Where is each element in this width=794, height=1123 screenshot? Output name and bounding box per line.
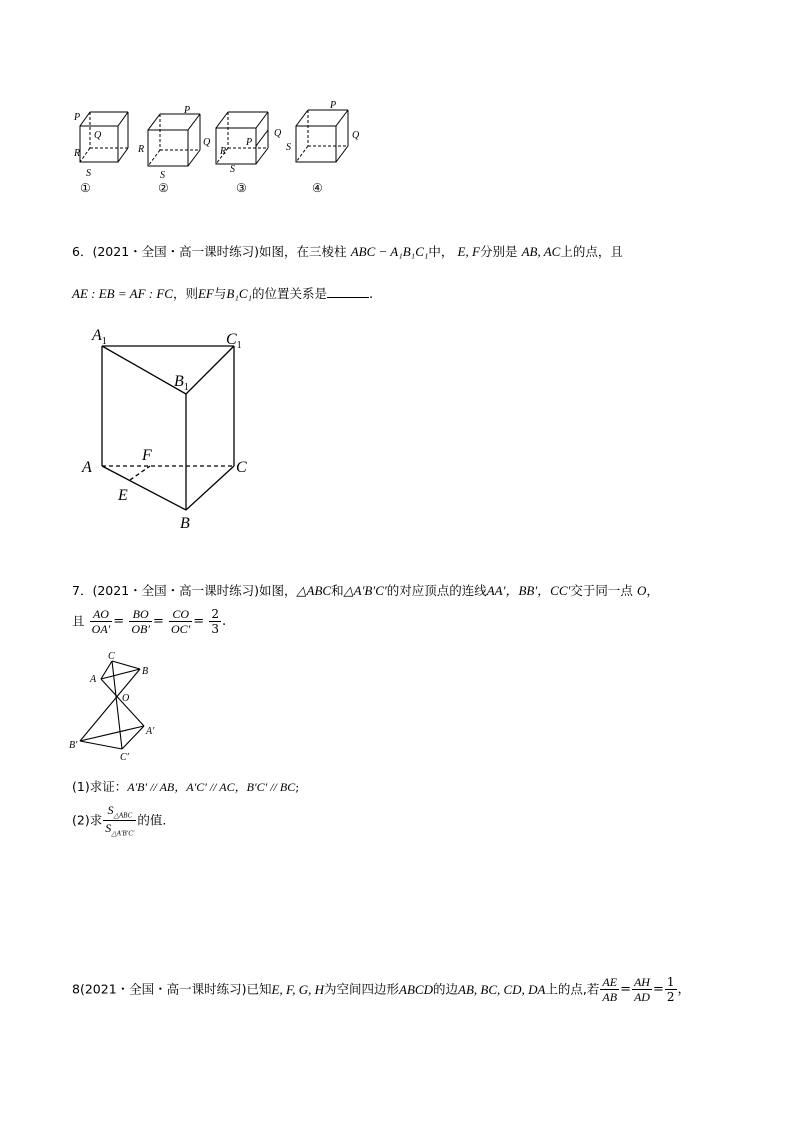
- q7-tri2: △A′B′C′: [343, 583, 387, 598]
- q7-triangles-figure: [68, 650, 168, 768]
- q7-line-1: [72, 584, 659, 598]
- q6-text7: 的位置关系是: [252, 286, 328, 301]
- q7-text5: ，: [646, 583, 659, 598]
- q7-o: O: [637, 583, 647, 598]
- q7-source: (2021・全国・高一课时练习): [92, 583, 260, 598]
- q7-label-a: A: [90, 674, 97, 685]
- q8-line-1: [72, 976, 691, 1003]
- cube-1-label-s: S: [86, 168, 91, 179]
- q7-p1-body: A′B′ // AB，A′C′ // AC，B′C′ // BC: [127, 780, 296, 794]
- q6-prism: ABC − A₁B₁C₁: [350, 244, 429, 259]
- q8-eq-1: =: [620, 982, 631, 997]
- cube-3-label-r: R: [220, 146, 227, 157]
- q7-p1-prefix: (1)求证：: [72, 779, 128, 794]
- q7-eq-2: =: [152, 614, 164, 629]
- q7-tri1: △ABC: [296, 583, 332, 598]
- q6-text5: ，则: [172, 286, 198, 301]
- q6-source: (2021・全国・高一课时练习): [92, 244, 260, 259]
- q7-p1-end: ;: [295, 780, 300, 794]
- cube-1-label-r: R: [74, 148, 81, 159]
- q6-text4: 上的点，且: [560, 244, 623, 259]
- q7-part-1: [72, 781, 299, 794]
- q7-eq-1: =: [113, 614, 125, 629]
- q6-number: 6．: [72, 244, 93, 259]
- q6-label-e: E: [118, 487, 128, 504]
- q7-end: .: [221, 614, 227, 629]
- q7-label-o: O: [122, 693, 130, 704]
- cube-4: [296, 110, 348, 162]
- q8-fraction-ae: $\frac{AE}{AB}$: [602, 975, 618, 1004]
- q7-fraction-ao: $\frac{AO}{OA'}$: [91, 607, 111, 636]
- q6-text2: 中，: [428, 244, 454, 259]
- q6-label-a: A: [82, 459, 92, 476]
- q8-text2: 为空间四边形: [324, 981, 400, 997]
- cube-4-label-q: Q: [352, 130, 360, 141]
- q6-label-c1: $C_1$: [226, 331, 242, 351]
- q8-number: 8: [72, 981, 80, 997]
- q6-line-1: [72, 245, 623, 259]
- cube-2: [148, 114, 200, 166]
- q7-text3: 的对应顶点的连线: [386, 583, 487, 598]
- q7-fraction-co: $\frac{CO}{OC'}$: [171, 607, 191, 636]
- q7-label-b-prime: B′: [69, 740, 78, 751]
- q7-label-a-prime: A′: [146, 726, 155, 737]
- cube-1-label-p: P: [74, 112, 81, 123]
- q8-text1: 已知: [246, 981, 272, 997]
- q8-eq-2: =: [652, 982, 664, 997]
- cube-3-number: ③: [236, 181, 247, 195]
- cube-3-label-s: S: [230, 164, 235, 175]
- q7-p2-fraction: $\frac{S_{\triangle ABC}}{S_{\triangle A'B'C'}}$: [105, 803, 135, 838]
- q7-fraction-ratio: $\frac{2}{3}$: [211, 607, 219, 636]
- cube-1-number: ①: [80, 181, 91, 195]
- q8-source: (2021・全国・高一课时练习): [79, 981, 247, 997]
- q6-ef: E, F: [457, 244, 480, 259]
- q8-efgh: E, F, G, H: [271, 982, 325, 997]
- q7-text1: 如图，: [259, 583, 297, 598]
- q6-end: .: [369, 287, 374, 302]
- cube-4-label-p: P: [330, 100, 337, 111]
- cube-1: [80, 112, 128, 162]
- q6-ef2: EF: [197, 286, 214, 301]
- q8-text4: 上的点,若: [545, 981, 600, 997]
- q8-fraction-half: $\frac{1}{2}$: [666, 975, 675, 1004]
- cube-3-label-q: Q: [274, 128, 282, 139]
- q7-label-c-prime: C′: [120, 752, 129, 763]
- q8-end: ，: [677, 982, 691, 997]
- cube-2-label-s: S: [160, 170, 165, 181]
- q6-label-b1: $B_1$: [174, 373, 189, 393]
- cube-2-number: ②: [158, 181, 169, 195]
- q6-text3: 分别是: [479, 244, 518, 259]
- q8-abcd: ABCD: [399, 982, 433, 997]
- q6-label-f: F: [142, 447, 152, 464]
- q6-label-c: C: [236, 459, 247, 476]
- q7-p2-end: 的值.: [137, 812, 167, 828]
- q6-prism-figure: [80, 322, 270, 534]
- q8-fraction-ah: $\frac{AH}{AD}$: [633, 975, 650, 1004]
- cube-1-label-q: Q: [94, 130, 102, 141]
- q7-p2-prefix: (2)求: [72, 812, 103, 828]
- q7-eq-3: =: [193, 614, 205, 629]
- q7-label-b: B: [142, 666, 149, 677]
- q7-number: 7．: [72, 583, 93, 598]
- q6-label-a1: $A_1$: [92, 327, 107, 347]
- q7-text4: 交于同一点: [570, 583, 633, 598]
- q6-ratio: AE : EB = AF : FC: [72, 286, 173, 301]
- q6-answer-blank[interactable]: [327, 286, 369, 298]
- q6-text1: 如图，在三棱柱: [259, 244, 347, 259]
- q6-ab-ac: AB, AC: [521, 244, 561, 259]
- q6-b1c1: B₁C₁: [226, 286, 253, 301]
- cube-2-label-r: R: [138, 144, 145, 155]
- q7-fraction-bo: $\frac{BO}{OB'}$: [131, 607, 150, 636]
- q7-label-c: C: [108, 651, 115, 662]
- q7-text2: 和: [331, 583, 344, 598]
- cube-figures: [60, 98, 380, 198]
- q7-lines: AA′，BB′，CC′: [486, 583, 571, 598]
- q7-line-2: [72, 608, 226, 635]
- q7-part-2: [72, 804, 166, 838]
- q8-edges: AB, BC, CD, DA: [458, 982, 546, 997]
- q7-line2-start: 且: [72, 613, 85, 629]
- q6-label-b: B: [180, 515, 190, 532]
- cube-4-label-s: S: [286, 142, 291, 153]
- q6-text6: 与: [213, 286, 227, 301]
- cube-2-label-p: P: [184, 105, 191, 116]
- q8-text3: 的边: [433, 981, 459, 997]
- q6-line-2: [72, 286, 373, 301]
- cube-4-number: ④: [312, 181, 323, 195]
- cube-3-label-p: P: [246, 137, 253, 148]
- cube-2-label-q: Q: [203, 137, 211, 148]
